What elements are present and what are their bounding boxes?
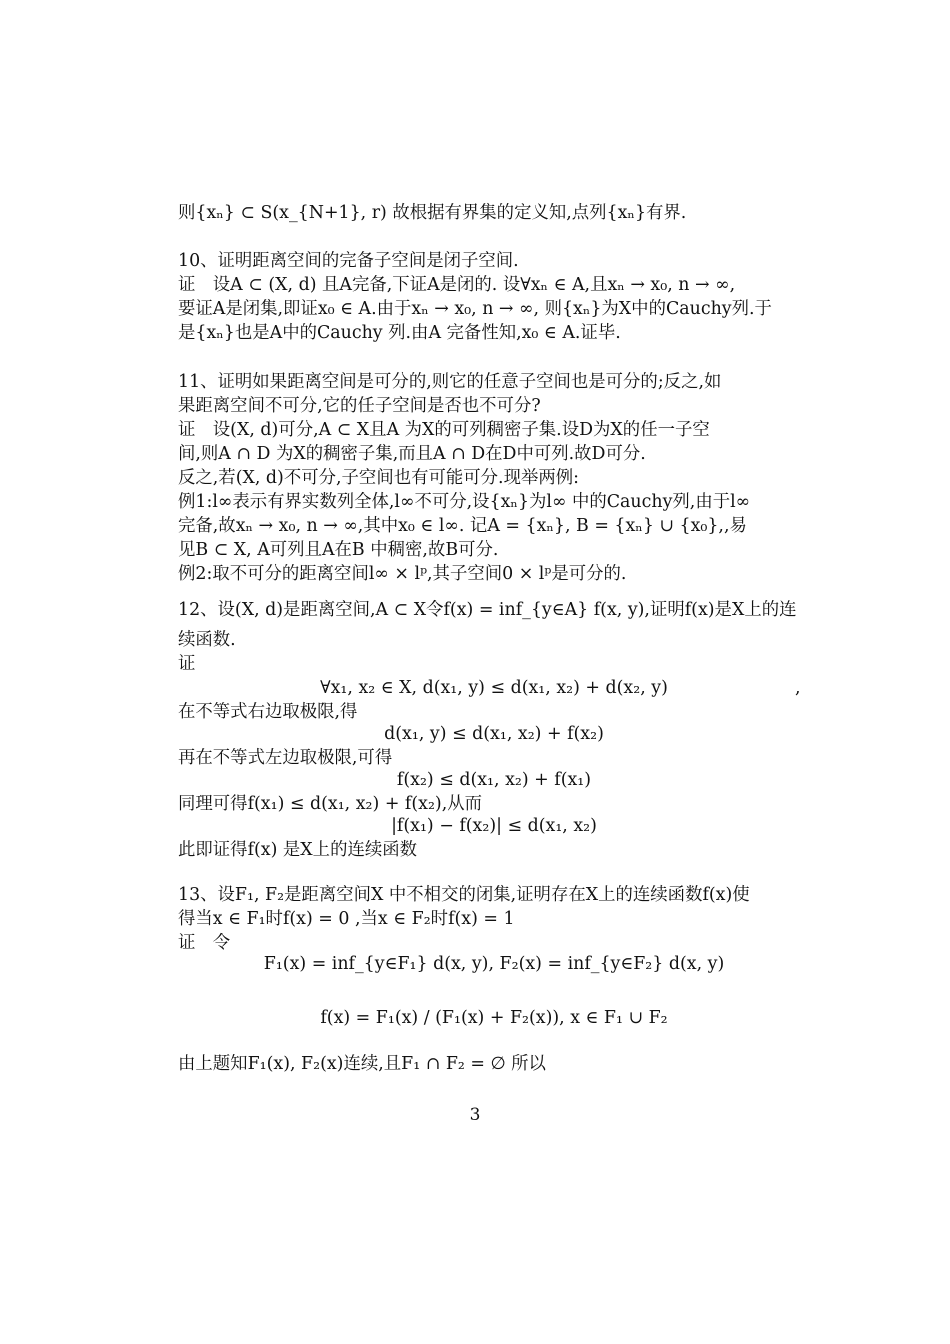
text-line: 此即证得f(x) 是X上的连续函数: [178, 840, 418, 860]
problem-11-title: 11、证明如果距离空间是可分的,则它的任意子空间也是可分的;反之,如: [178, 372, 722, 392]
problem-10-title: 10、证明距离空间的完备子空间是闭子空间.: [178, 251, 519, 271]
text-line: 例2:取不可分的距离空间l∞ × lᵖ,其子空间0 × lᵖ是可分的.: [178, 564, 627, 584]
text-line: 是{xₙ}也是A中的Cauchy 列.由A 完备性知,x₀ ∈ A.证毕.: [178, 323, 621, 343]
proof-label: 证 令: [178, 933, 231, 953]
formula-comma: ,: [795, 678, 801, 698]
formula-line: d(x₁, y) ≤ d(x₁, x₂) + f(x₂): [384, 724, 604, 744]
text-line: 同理可得f(x₁) ≤ d(x₁, x₂) + f(x₂),从而: [178, 794, 483, 814]
problem-12-title: 12、设(X, d)是距离空间,A ⊂ X令f(x) = inf_{y∈A} f(x, y),证明f(x)是X上的连: [178, 600, 797, 620]
text-line: 证 设A ⊂ (X, d) 且A完备,下证A是闭的. 设∀xₙ ∈ A,且xₙ → x₀, n → ∞,: [178, 275, 736, 295]
text-line: 则{xₙ} ⊂ S(x_{N+1}, r) 故根据有界集的定义知,点列{xₙ}有界.: [178, 203, 687, 223]
text-line: 间,则A ∩ D 为X的稠密子集,而且A ∩ D在D中可列.故D可分.: [178, 444, 646, 464]
text-line: 例1:l∞表示有界实数列全体,l∞不可分,设{xₙ}为l∞ 中的Cauchy列,由于l∞: [178, 492, 751, 512]
text-line: 在不等式右边取极限,得: [178, 702, 358, 722]
formula-line: ∀x₁, x₂ ∈ X, d(x₁, y) ≤ d(x₁, x₂) + d(x₂, y): [320, 678, 668, 698]
text-line: 要证A是闭集,即证x₀ ∈ A.由于xₙ → x₀, n → ∞, 则{xₙ}为X中的Cauchy列.于: [178, 299, 772, 319]
text-line: 由上题知F₁(x), F₂(x)连续,且F₁ ∩ F₂ = ∅ 所以: [178, 1054, 546, 1074]
text-line: 再在不等式左边取极限,可得: [178, 748, 393, 768]
text-line: 见B ⊂ X, A可列且A在B 中稠密,故B可分.: [178, 540, 499, 560]
formula-line: F₁(x) = inf_{y∈F₁} d(x, y), F₂(x) = inf_{y∈F₂} d(x, y): [263, 954, 725, 974]
proof-label: 证: [178, 654, 196, 674]
formula-line: f(x₂) ≤ d(x₁, x₂) + f(x₁): [396, 770, 592, 790]
formula-line: f(x) = F₁(x) / (F₁(x) + F₂(x)), x ∈ F₁ ∪ F₂: [320, 1008, 668, 1028]
problem-13-title: 13、设F₁, F₂是距离空间X 中不相交的闭集,证明存在X上的连续函数f(x)使: [178, 885, 750, 905]
formula-line: |f(x₁) − f(x₂)| ≤ d(x₁, x₂): [391, 816, 597, 836]
text-line: 反之,若(X, d)不可分,子空间也有可能可分.现举两例:: [178, 468, 580, 488]
text-line: 证 设(X, d)可分,A ⊂ X且A 为X的可列稠密子集.设D为X的任一子空: [178, 420, 710, 440]
text-line: 续函数.: [178, 630, 236, 650]
text-line: 完备,故xₙ → x₀, n → ∞,其中x₀ ∈ l∞. 记A = {xₙ}, B = {xₙ} ∪ {x₀},,易: [178, 516, 747, 536]
text-line: 果距离空间不可分,它的任子空间是否也不可分?: [178, 396, 541, 416]
text-line: 得当x ∈ F₁时f(x) = 0 ,当x ∈ F₂时f(x) = 1: [178, 909, 515, 929]
page-number: 3: [469, 1105, 481, 1125]
